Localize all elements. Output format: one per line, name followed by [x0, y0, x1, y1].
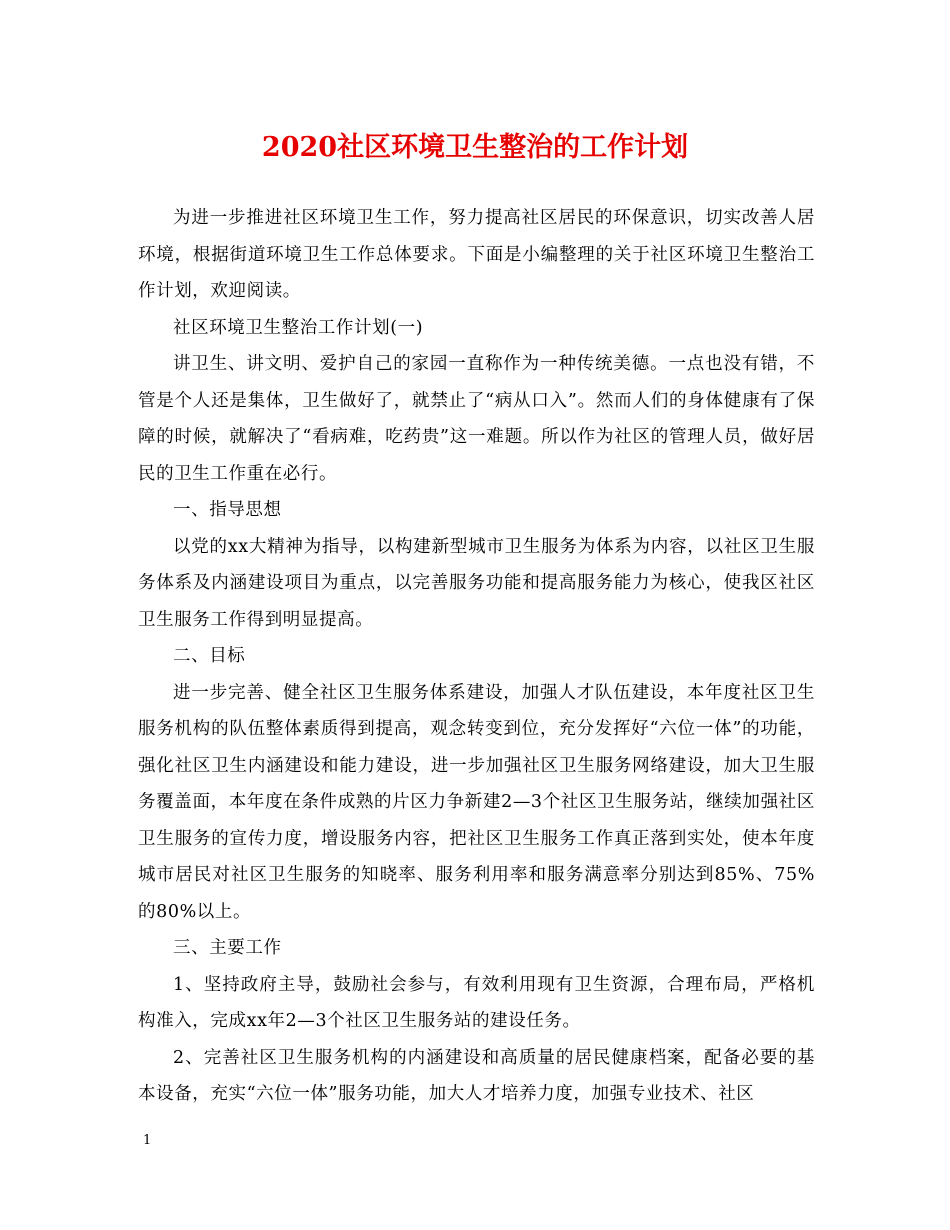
- body-paragraph: 进一步完善、健全社区卫生服务体系建设，加强人才队伍建设，本年度社区卫生服务机构的队伍整体素质得到提高，观念转变到位，充分发挥好“六位一体”的功能，强化社区卫生内涵建设和能力建设，进一步加强社区卫生服务网络建设，加大卫生服务覆盖面，本年度在条件成熟的片区力争新建2—3个社区卫生服务站，继续加强社区卫生服务的宣传力度，增设服务内容，把社区卫生服务工作真正落到实处，使本年度城市居民对社区卫生服务的知晓率、服务利用率和服务满意率分别达到85%、75%的80%以上。: [138, 682, 815, 922]
- section-heading-main-work: 三、主要工作: [173, 938, 282, 958]
- document-title: 2020社区环境卫生整治的工作计划: [261, 132, 689, 163]
- section-heading-goals: 二、目标: [173, 646, 246, 666]
- section-heading-plan-one: 社区环境卫生整治工作计划(一): [173, 317, 424, 338]
- body-paragraph: 以党的xx大精神为指导，以构建新型城市卫生服务为体系为内容，以社区卫生服务体系及内涵建设项目为重点，以完善服务功能和提高服务能力为核心，使我区社区卫生服务工作得到明显提高。: [138, 536, 815, 630]
- list-item: 2、完善社区卫生服务机构的内涵建设和高质量的居民健康档案，配备必要的基本设备，充实“六位一体”服务功能，加大人才培养力度，加强专业技术、社区: [138, 1047, 815, 1104]
- body-paragraph: 讲卫生、讲文明、爱护自己的家园一直称作为一种传统美德。一点也没有错，不管是个人还是集体，卫生做好了，就禁止了“病从口入”。然而人们的身体健康有了保障的时候，就解决了“看病难，吃药贵”这一难题。所以作为社区的管理人员，做好居民的卫生工作重在必行。: [138, 354, 815, 484]
- page-number: 1: [143, 1133, 152, 1148]
- list-item: 1、坚持政府主导，鼓励社会参与，有效利用现有卫生资源，合理布局，严格机构准入，完成xx年2—3个社区卫生服务站的建设任务。: [138, 974, 815, 1031]
- intro-paragraph: 为进一步推进社区环境卫生工作，努力提高社区居民的环保意识，切实改善人居环境，根据街道环境卫生工作总体要求。下面是小编整理的关于社区环境卫生整治工作计划，欢迎阅读。: [138, 208, 815, 301]
- section-heading-guiding-thought: 一、指导思想: [173, 500, 282, 520]
- document-body: [138, 200, 815, 1113]
